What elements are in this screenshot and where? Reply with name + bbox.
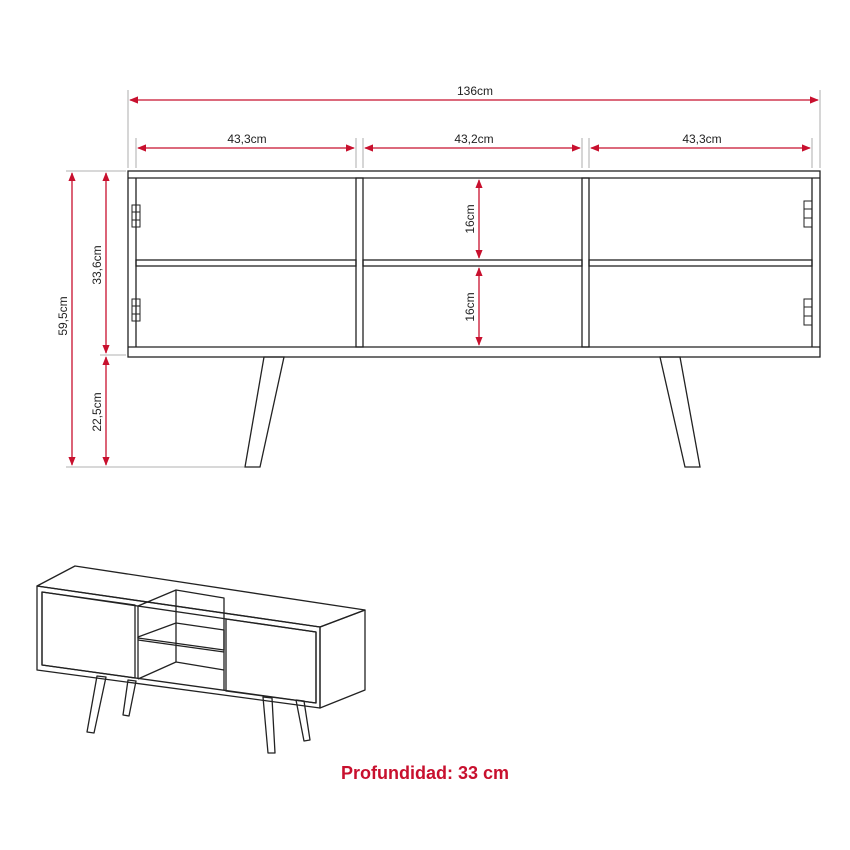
leg-height-label: 22,5cm	[90, 392, 104, 432]
left-door	[42, 592, 135, 678]
total-height-label: 59,5cm	[56, 296, 70, 336]
shelf-middle	[363, 260, 582, 266]
middle-compartment-label: 43,2cm	[454, 132, 494, 146]
dimension-lines	[66, 90, 820, 467]
shelf-right	[589, 260, 812, 266]
upper-shelf-height-label: 16cm	[463, 204, 477, 234]
front-face	[37, 586, 320, 708]
perspective-view	[37, 566, 365, 753]
total-width-label: 136cm	[456, 84, 494, 98]
perspective-leg	[87, 676, 106, 733]
lower-shelf-height-label: 16cm	[463, 292, 477, 322]
cabinet-body	[128, 171, 820, 357]
right-compartment-label: 43,3cm	[682, 132, 722, 146]
right-door	[226, 619, 316, 703]
shelf	[136, 260, 356, 266]
divider-right	[582, 178, 589, 347]
side-face	[320, 610, 365, 708]
depth-caption: Profundidad: 33 cm	[340, 763, 510, 783]
divider-left	[356, 178, 363, 347]
right-leg	[660, 357, 700, 467]
left-leg	[245, 357, 284, 467]
left-compartment-label: 43,3cm	[227, 132, 267, 146]
top-surface	[37, 566, 365, 627]
body-height-label: 33,6cm	[90, 245, 104, 285]
